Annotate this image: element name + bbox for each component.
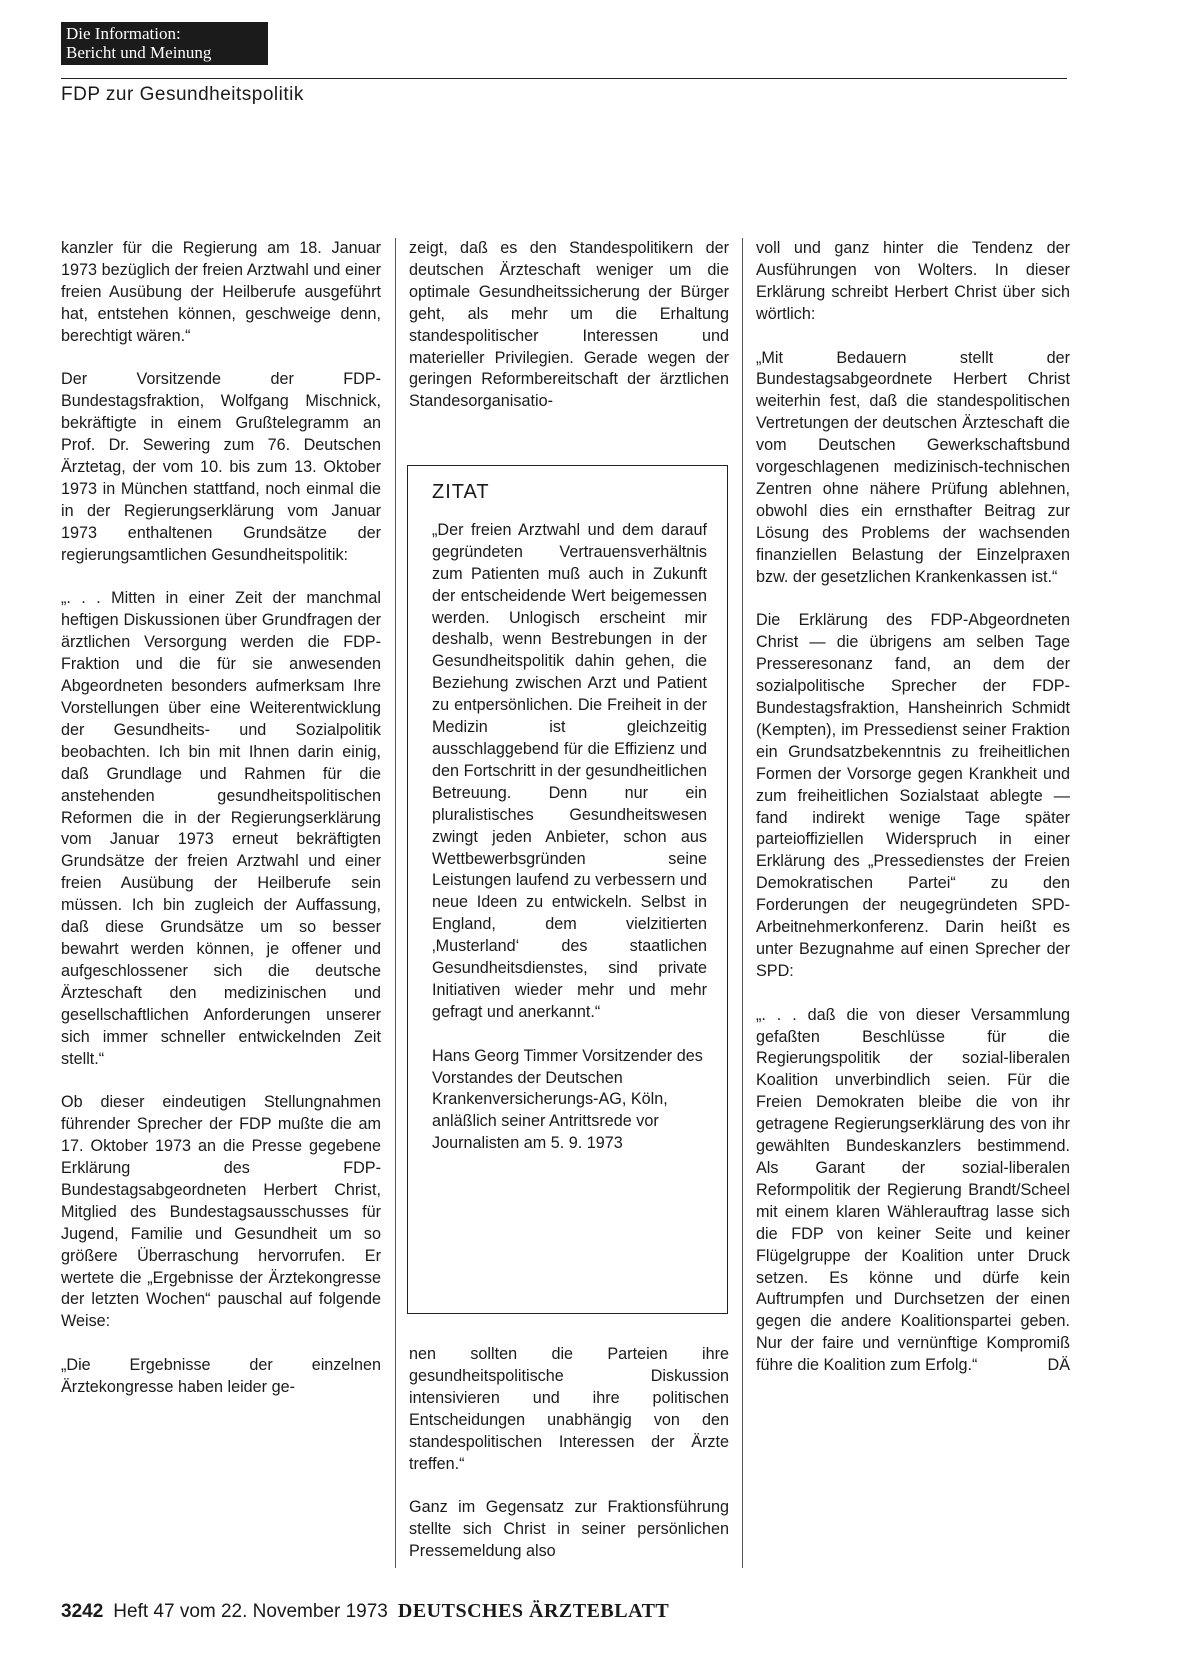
column-1 — [61, 238, 381, 1421]
section-kicker — [61, 22, 268, 65]
quote-text: „Der freien Arztwahl und dem darauf gegründeten Vertrauensverhältnis zum Patienten muß auch in Zukunft der entscheidende Wert beigemessen werden. Unlogisch erscheint mir deshalb, wenn Bestrebungen in der Gesundheitspolitik dahin gehen, die Beziehung zwischen Arzt und Patient zu entpersönlichen. Die Freiheit in der Medizin ist gleichzeitig ausschlaggebend für die Effizienz und den Fortschritt in der gesundheitlichen Betreuung. Denn nur ein pluralistisches Gesundheitswesen zwingt jeden Anbieter, schon aus Wettbewerbsgründen seine Leistungen laufend zu verbessern und neue Ideen zu entwickeln. Selbst in England, dem vielzitierten ‚Musterland‘ des staatlichen Gesundheitsdienstes, sind private Initiativen wieder mehr und mehr gefragt und anerkannt.“ — [432, 520, 707, 1021]
column-2-bottom — [409, 1344, 729, 1585]
paragraph-with-signature — [756, 1005, 1070, 1377]
paragraph: kanzler für die Regierung am 18. Januar 1973 bezüglich der freien Arztwahl und einer freien Ausübung der Heilberufe ausgeführt hat, entstehen können, geschweige denn, berechtigt wären.“ — [61, 239, 381, 345]
author-signature: DÄ — [1047, 1356, 1070, 1375]
section-title: FDP zur Gesundheitspolitik — [61, 84, 304, 105]
paragraph: nen sollten die Parteien ihre gesundheitspolitische Diskussion intensivieren und ihre politischen Entscheidungen unabhängig von den standespolitischen Interessen der Ärzte treffen.“ — [409, 1345, 729, 1473]
paragraph: zeigt, daß es den Standespolitikern der deutschen Ärzteschaft weniger um die optimale Gesundheitssicherung der Bürger geht, als mehr um die Erhaltung standespolitischer Interessen und materieller Privilegien. Gerade wegen der geringen Reformbereitschaft der ärztlichen Standesorganisatio- — [409, 239, 729, 411]
quote-attribution: Hans Georg Timmer Vorsitzender des Vorstandes der Deutschen Krankenversicherungs-AG, Köln, anläßlich seiner Antrittsrede vor Journalisten am 5. 9. 1973 — [432, 1046, 703, 1153]
paragraph: „Mit Bedauern stellt der Bundestagsabgeordnete Herbert Christ weiterhin fest, daß die standespolitischen Vertretungen der deutschen Ärzteschaft die vom Deutschen Gewerkschaftsbund vorgeschlagenen medizinisch-technischen Zentren ohne nähere Prüfung ablehnen, obwohl dies ein ernsthafter Beitrag zur Lösung des Problems der wachsenden finanziellen Belastung der Einzelpraxen bzw. der gesetzlichen Krankenkassen ist.“ — [756, 348, 1070, 586]
paragraph: Ob dieser eindeutigen Stellungnahmen führender Sprecher der FDP mußte die am 17. Oktober 1973 an die Presse gegebene Erklärung des FDP-Bundestagsabgeordneten Herbert Christ, Mitglied des Bundestagsausschusses für Jugend, Familie und Gesundheit um so größere Überraschung hervorrufen. Er wertete die „Ergebnisse der Ärztekongresse der letzten Wochen“ pauschal auf folgende Weise: — [61, 1093, 381, 1331]
paragraph: Ganz im Gegensatz zur Fraktionsführung stellte sich Christ in seiner persönlichen Pressemeldung also — [409, 1498, 729, 1561]
paragraph: voll und ganz hinter die Tendenz der Ausführungen von Wolters. In dieser Erklärung schreibt Herbert Christ über sich wörtlich: — [756, 239, 1070, 323]
paragraph: „. . . Mitten in einer Zeit der manchmal heftigen Diskussionen über Grundfragen der ärztlichen Versorgung werden die FDP-Fraktion und die für sie anwesenden Abgeordneten besonders aufmerksam Ihre Vorstellungen über eine Weiterentwicklung der Gesundheits- und Sozialpolitik beobachten. Ich bin mit Ihnen darin einig, daß Grundlage und Rahmen für die anstehenden gesundheitspolitischen Reformen die in der Regierungserklärung vom Januar 1973 erneut bekräftigten Grundsätze der freien Arztwahl und einer freien Ausübung der Heilberufe sein müssen. Ich bin zugleich der Auffassung, daß diese Grundsätze um so besser bewahrt werden können, je offener und aufgeschlossener sich die deutsche Ärzteschaft den medizinischen und gesellschaftlichen Anforderungen unserer sich immer schneller entwickelnden Zeit stellt.“ — [61, 589, 381, 1068]
issue-info: Heft 47 vom 22. November 1973 — [113, 1601, 388, 1622]
page-number: 3242 — [61, 1601, 104, 1622]
paragraph: „Die Ergebnisse der einzelnen Ärztekongresse haben leider ge- — [61, 1356, 381, 1397]
paragraph: Die Erklärung des FDP-Abgeordneten Christ — die übrigens am selben Tage Presseresonanz fand, an dem der sozialpolitische Sprecher der FDP-Bundestagsfraktion, Hansheinrich Schmidt (Kempten), im Pressedienst seiner Fraktion ein Grundsatzbekenntnis zu freiheitlichen Formen der Vorsorge gegen Krankheit und zum freiheitlichen Sozialstaat ablegte — fand indirekt wenige Tage später parteioffiziellen Widerspruch in einer Erklärung des „Pressedienstes der Freien Demokratischen Partei“ zu den Forderungen der neugegründeten SPD-Arbeitnehmerkonferenz. Darin heißt es unter Bezugnahme auf einen Sprecher der SPD: — [756, 611, 1070, 980]
kicker-line-2: Bericht und Meinung — [66, 43, 212, 62]
quote-title: ZITAT — [432, 481, 490, 503]
journal-name: DEUTSCHES ÄRZTEBLATT — [397, 1600, 670, 1622]
page-footer — [61, 1600, 669, 1623]
column-3 — [756, 238, 1070, 1399]
column-2-top — [409, 238, 729, 435]
column-divider-2 — [742, 238, 743, 1568]
paragraph-text: „. . . daß die von dieser Versammlung gefaßten Beschlüsse für die Regierungspolitik der sozial-liberalen Koalition unverbindlich seien. Für die Freien Demokraten bleibe die von ihr getragene Regierungserklärung des von ihr gewählten Bundeskanzlers bestimmend. Als Garant der sozial-liberalen Reformpolitik der Regierung Brandt/Scheel mit einem klaren Wählerauftrag lasse sich die FDP von keiner Seite und keiner Flügelgruppe der Koalition unter Druck setzen. Es könne und dürfe kein Auftrumpfen und Durchsetzen der einen gegen die andere Koalitionspartei geben. Nur der faire und vernünftige Kompromiß führe die Koalition zum Erfolg.“ — [756, 1005, 1070, 1375]
header-rule — [61, 78, 1067, 79]
column-divider-1 — [395, 238, 396, 1568]
quote-box — [407, 465, 728, 1314]
kicker-line-1: Die Information: — [66, 24, 181, 43]
paragraph: Der Vorsitzende der FDP-Bundestagsfraktion, Wolfgang Mischnick, bekräftigte in einem Grußtelegramm an Prof. Dr. Sewering zum 76. Deutschen Ärztetag, der vom 10. bis zum 13. Oktober 1973 in München stattfand, noch einmal die in der Regierungserklärung vom Januar 1973 enthaltenen Grundsätze der regierungsamtlichen Gesundheitspolitik: — [61, 370, 381, 564]
